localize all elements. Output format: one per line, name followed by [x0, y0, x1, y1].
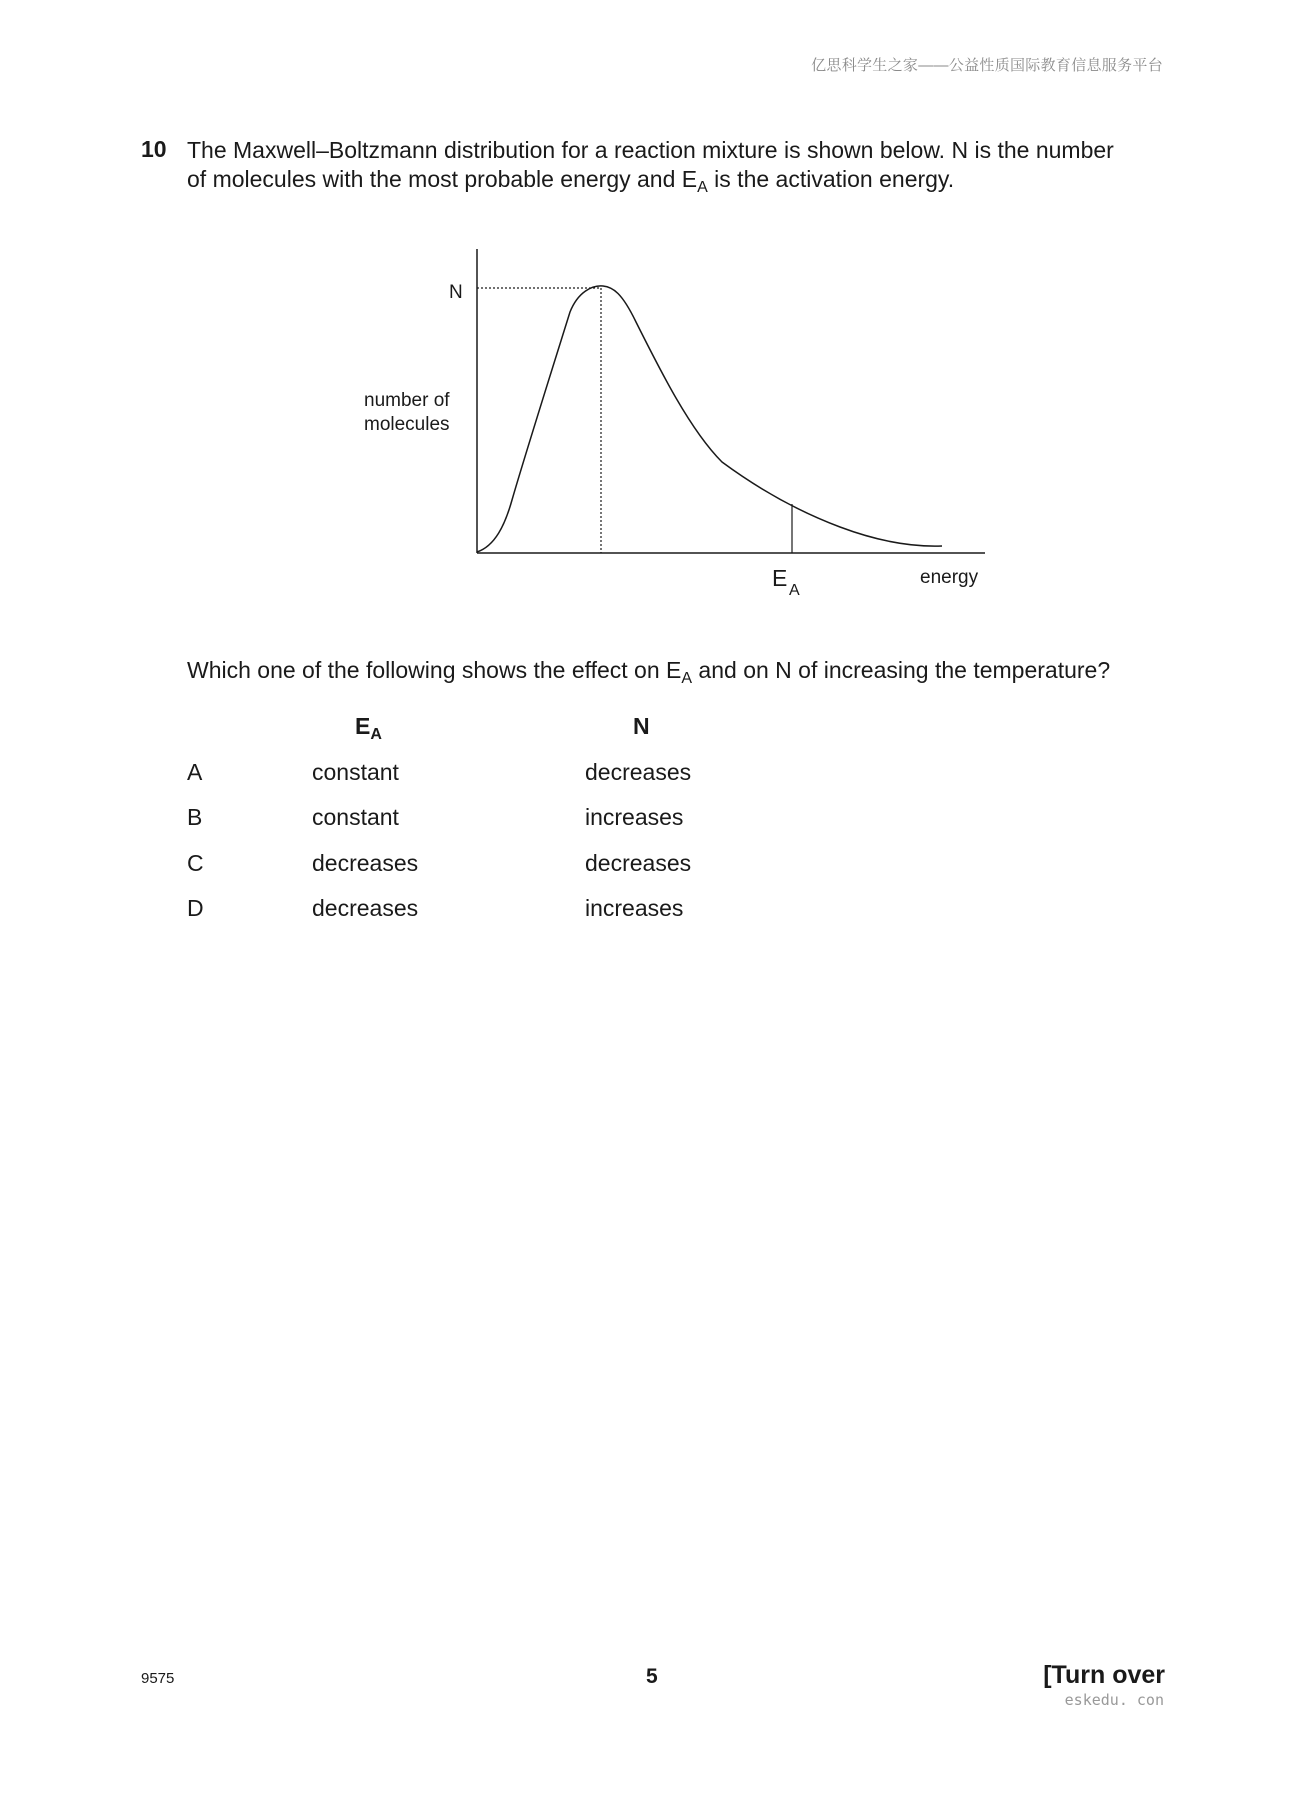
option-d-letter: D	[187, 895, 204, 921]
question-prompt	[187, 657, 1111, 687]
option-c-n: decreases	[585, 850, 692, 876]
question-line-2-end: is the activation energy.	[707, 166, 955, 192]
n-label: N	[449, 282, 463, 303]
option-b-ea: constant	[312, 804, 399, 830]
column-header-n: N	[633, 713, 650, 739]
x-axis-label: energy	[920, 567, 979, 588]
question-line-2-start: of molecules with the most probable energy and E	[187, 166, 698, 192]
option-d-ea: decreases	[312, 895, 419, 921]
option-d-n: increases	[585, 895, 684, 921]
ea-axis-label-subscript: A	[789, 582, 800, 599]
header-watermark-text: 亿思科学生之家——公益性质国际教育信息服务平台	[811, 57, 1163, 74]
distribution-curve	[477, 286, 942, 552]
question-prompt-start: Which one of the following shows the effect on E	[187, 657, 682, 683]
option-b-letter: B	[187, 804, 203, 830]
footer-paper-code: 9575	[141, 1670, 175, 1687]
column-header-ea-letter: E	[355, 713, 371, 739]
y-axis-label-line-1: number of	[364, 390, 450, 411]
question-line-1: The Maxwell–Boltzmann distribution for a reaction mixture is shown below. N is the number	[187, 137, 1114, 163]
column-header-ea-subscript: A	[370, 726, 382, 743]
column-header-ea	[355, 713, 382, 743]
question-line-2	[187, 165, 1187, 194]
option-a-n: decreases	[585, 759, 692, 785]
question-line-2-subscript: A	[697, 179, 708, 196]
option-c-ea: decreases	[312, 850, 419, 876]
footer-turn-over: [Turn over	[1043, 1661, 1165, 1689]
footer-page-number: 5	[646, 1665, 658, 1688]
question-prompt-end: and on N of increasing the temperature?	[692, 657, 1111, 683]
y-axis-label-line-2: molecules	[364, 414, 450, 435]
footer-watermark: eskedu. con	[1064, 1691, 1164, 1709]
ea-axis-label: E	[772, 565, 788, 591]
option-a-letter: A	[187, 759, 203, 785]
option-c-letter: C	[187, 850, 204, 876]
question-text	[187, 136, 1187, 194]
question-number: 10	[141, 136, 167, 162]
option-b-n: increases	[585, 804, 684, 830]
question-prompt-subscript: A	[681, 670, 693, 687]
option-a-ea: constant	[312, 759, 399, 785]
